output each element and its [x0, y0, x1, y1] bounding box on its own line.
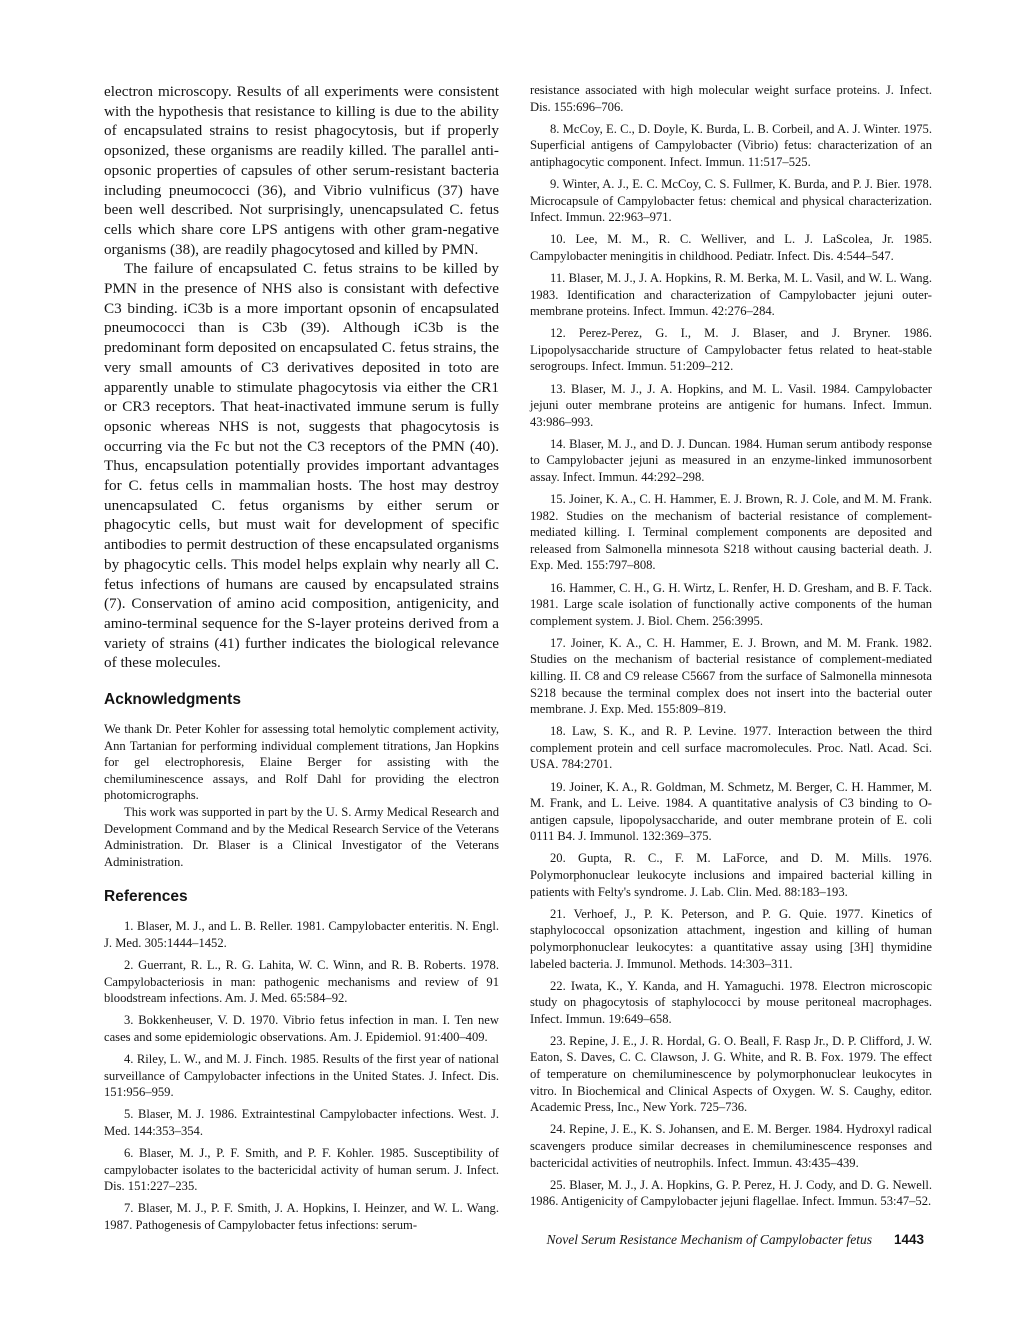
- reference-item: 12. Perez-Perez, G. I., M. J. Blaser, and J. Bryner. 1986. Lipopolysaccharide structure of Campylobacter fetus related to heat-stable serogroups. Infect. Immun. 51:209–212.: [530, 326, 932, 374]
- references-list-right: [530, 82, 932, 1210]
- references-list-left: [104, 918, 499, 1233]
- reference-item: 22. Iwata, K., Y. Kanda, and H. Yamaguchi. 1978. Electron microscopic study on phagocytosis of staphylococci by mouse peritoneal macrophages. Infect. Immun. 19:649–658.: [530, 978, 932, 1026]
- reference-item: 11. Blaser, M. J., J. A. Hopkins, R. M. Berka, M. L. Vasil, and W. L. Wang. 1983. Identification and characterization of Campylobacter jejuni outer-membrane proteins. Infect. Immun. 42:276–284.: [530, 270, 932, 319]
- reference-item-continued: resistance associated with high molecular weight surface proteins. J. Infect. Dis. 155:696–706.: [530, 83, 932, 114]
- reference-item: 5. Blaser, M. J. 1986. Extraintestinal Campylobacter infections. West. J. Med. 144:353–354.: [104, 1107, 499, 1138]
- reference-item: 4. Riley, L. W., and M. J. Finch. 1985. Results of the first year of national surveillance of Campylobacter infections in the United States. J. Infect. Dis. 151:956–959.: [104, 1052, 499, 1100]
- references-heading: References: [104, 888, 188, 906]
- reference-item: 7. Blaser, M. J., P. F. Smith, J. A. Hopkins, I. Heinzer, and W. L. Wang. 1987. Pathogenesis of Campylobacter fetus infections: serum-: [104, 1201, 499, 1232]
- reference-item: 20. Gupta, R. C., F. M. LaForce, and D. M. Mills. 1976. Polymorphonuclear leukocyte inclusions and impaired bacterial killing in patients with Felty's syndrome. J. Lab. Clin. Med. 88:183–193.: [530, 851, 932, 899]
- reference-item: 25. Blaser, M. J., J. A. Hopkins, G. P. Perez, H. J. Cody, and D. G. Newell. 1986. Antigenicity of Campylobacter jejuni flagellae. Infect. Immun. 53:47–52.: [530, 1177, 932, 1209]
- acknowledgments-paragraph: We thank Dr. Peter Kohler for assessing total hemolytic complement activity, Ann Tartanian for performing individual complement titrations, Jan Hopkins for gel electrophoresis, Elaine Berger for assisting with the chemiluminescence assays, and Rolf Dahl for providing the electron photomicrographs.: [104, 722, 499, 803]
- right-column: [530, 82, 932, 1215]
- reference-item: 23. Repine, J. E., J. R. Hordal, G. O. Beall, F. Rasp Jr., D. P. Clifford, J. W. Eaton, S. Daves, C. C. Clawson, J. G. White, and R. B. Fox. 1979. The effect of temperature on chemiluminescence by polymorphonuclear leukocytes in vitro. In Biochemical and Clinical Aspects of Oxygen. W. S. Caughy, editor. Academic Press, Inc., New York. 725–736.: [530, 1033, 932, 1115]
- reference-item: 6. Blaser, M. J., P. F. Smith, and P. F. Kohler. 1985. Susceptibility of campylobacter isolates to the bactericidal activity of human serum. J. Infect. Dis. 151:227–235.: [104, 1146, 499, 1194]
- reference-item: 2. Guerrant, R. L., R. G. Lahita, W. C. Winn, and R. B. Roberts. 1978. Campylobacteriosis in man: pathogenic mechanisms and review of 91 bloodstream infections. Am. J. Med. 65:584–92.: [104, 958, 499, 1006]
- reference-item: 3. Bokkenheuser, V. D. 1970. Vibrio fetus infection in man. I. Ten new cases and some epidemiologic observations. Am. J. Epidemiol. 91:400–409.: [104, 1013, 499, 1044]
- reference-item: 21. Verhoef, J., P. K. Peterson, and P. G. Quie. 1977. Kinetics of staphylococcal opsonization attachment, ingestion and killing of human polymorphonuclear leukocytes: a quantitative assay using [3H] thymidine labeled bacteria. J. Immunol. Methods. 14:303–311.: [530, 906, 932, 971]
- reference-item: 9. Winter, A. J., E. C. McCoy, C. S. Fullmer, K. Burda, and P. J. Bier. 1978. Microcapsule of Campylobacter fetus: chemical and physical characterization. Infect. Immun. 22:963–971.: [530, 176, 932, 225]
- reference-item: 16. Hammer, C. H., G. H. Wirtz, L. Renfer, H. D. Gresham, and B. F. Tack. 1981. Large scale isolation of functionally active components of the human complement system. J. Biol. Chem. 256:3995.: [530, 580, 932, 628]
- reference-item: 15. Joiner, K. A., C. H. Hammer, E. J. Brown, R. J. Cole, and M. M. Frank. 1982. Studies on the mechanism of bacterial resistance of complement-mediated killing. I. Terminal complement components are deposited and released from Salmonella minnesota S218 without causing bacterial death. J. Exp. Med. 155:797–808.: [530, 492, 932, 573]
- reference-item: 18. Law, S. K., and R. P. Levine. 1977. Interaction between the third complement protein and cell surface macromolecules. Proc. Natl. Acad. Sci. USA. 784:2701.: [530, 724, 932, 772]
- reference-item: 14. Blaser, M. J., and D. J. Duncan. 1984. Human serum antibody response to Campylobacter jejuni as measured in an enzyme-linked immunosorbent assay. Infect. Immun. 44:292–298.: [530, 436, 932, 484]
- acknowledgments-heading: Acknowledgments: [104, 691, 241, 709]
- acknowledgments-paragraph: This work was supported in part by the U. S. Army Medical Research and Development Command and by the Medical Research Service of the Veterans Administration. Dr. Blaser is a Clinical Investigator of the Veterans Administration.: [104, 805, 499, 869]
- page-footer: [524, 1232, 924, 1248]
- body-paragraph: The failure of encapsulated C. fetus strains to be killed by PMN in the presence of NHS also is consistant with defective C3 binding. iC3b is a more important opsonin of encapsulated pneumococci than is C3b (39). Although iC3b is the predominant form deposited on encapsulated C. fetus strains, the very small amounts of C3 derivatives deposited in toto are apparently unable to stimulate phagocytosis via either the CR1 or CR3 receptors. That heat-inactivated immune serum is fully opsonic whereas NHS is not, suggests that phagocytosis is occurring via the Fc but not the C3 receptors of the PMN (40). Thus, encapsulation potentially provides important advantages for C. fetus cells in mammalian hosts. The host may destroy unencapsulated C. fetus organisms by either serum or phagocytic cells, but must wait for development of specific antibodies to permit destruction of these encapsulated organisms by phagocytic cells. This model helps explain why nearly all C. fetus infections of humans are caused by encapsulated strains (7). Conservation of amino acid composition, antigenicity, and amino-terminal sequence for the S-layer proteins derived from a variety of strains (41) further indicates the biological relevance of these molecules.: [104, 260, 499, 672]
- reference-item: 1. Blaser, M. J., and L. B. Reller. 1981. Campylobacter enteritis. N. Engl. J. Med. 305:1444–1452.: [104, 919, 499, 951]
- reference-item: 17. Joiner, K. A., C. H. Hammer, E. J. Brown, and M. M. Frank. 1982. Studies on the mechanism of bacterial resistance of complement-mediated killing. II. C8 and C9 release C5667 from the surface of Salmonella minnesota S218 because the terminal complex does not insert into the bacterial outer membrane. J. Exp. Med. 155:809–819.: [530, 635, 932, 717]
- running-title: Novel Serum Resistance Mechanism of Campylobacter fetus: [546, 1232, 872, 1247]
- page-number: 1443: [893, 1232, 924, 1247]
- reference-item: 24. Repine, J. E., K. S. Johansen, and E. M. Berger. 1984. Hydroxyl radical scavengers produce similar decreases in chemiluminescence responses and bactericidal activities of neutrophils. Infect. Immun. 43:435–439.: [530, 1122, 932, 1170]
- reference-item: 8. McCoy, E. C., D. Doyle, K. Burda, L. B. Corbeil, and A. J. Winter. 1975. Superficial antigens of Campylobacter (Vibrio) fetus: characterization of an antiphagocytic component. Infect. Immun. 11:517–525.: [530, 121, 932, 169]
- left-column: [104, 82, 499, 1239]
- body-paragraph: electron microscopy. Results of all experiments were consistent with the hypothesis that resistance to killing is due to the ability of encapsulated strains to resist phagocytosis, but if properly opsonized, these organisms are readily killed. The parallel anti-opsonic properties of capsules of other serum-resistant bacteria including pneumococci (36), and Vibrio vulnificus (37) have been well described. Not surprisingly, unencapsulated C. fetus cells which share core LPS antigens with other gram-negative organisms (38), are readily phagocytosed and killed by PMN.: [104, 83, 499, 258]
- reference-item: 13. Blaser, M. J., J. A. Hopkins, and M. L. Vasil. 1984. Campylobacter jejuni outer membrane proteins are antigenic for humans. Infect. Immun. 43:986–993.: [530, 381, 932, 429]
- reference-item: 10. Lee, M. M., R. C. Welliver, and L. J. LaScolea, Jr. 1985. Campylobacter meningitis in childhood. Pediatr. Infect. Dis. 4:544–547.: [530, 232, 932, 263]
- reference-item: 19. Joiner, K. A., R. Goldman, M. Schmetz, M. Berger, C. H. Hammer, M. M. Frank, and L. Leive. 1984. A quantitative analysis of C3 binding to O-antigen capsule, lipopolysaccharide, and outer membrane protein of E. coli 0111 B4. J. Immunol. 132:369–375.: [530, 779, 932, 844]
